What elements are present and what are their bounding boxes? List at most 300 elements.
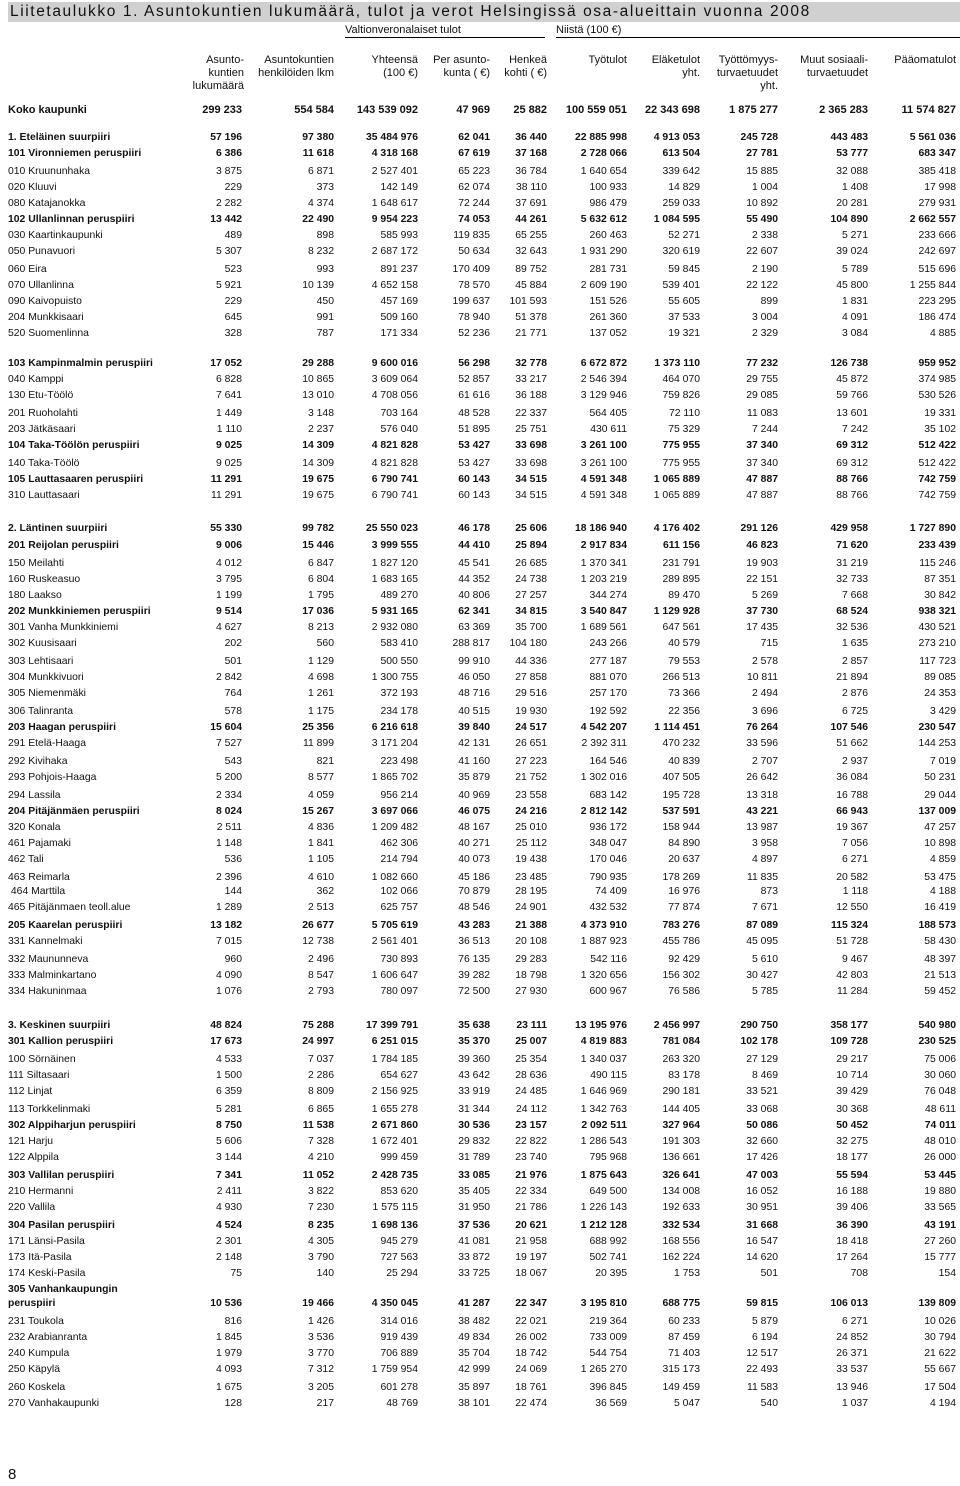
cell-col-9: 1 408 (841, 182, 868, 193)
cell-col-10: 35 102 (924, 424, 956, 435)
row-label: peruspiiri (8, 1298, 56, 1309)
cell-col-1: 75 (230, 1268, 242, 1279)
cell-col-6: 164 546 (589, 756, 627, 767)
cell-col-1: 2 411 (216, 1186, 242, 1197)
table-row (8, 804, 960, 820)
table-row (8, 852, 960, 868)
cell-col-9: 19 367 (836, 822, 868, 833)
cell-col-9: 39 406 (836, 1202, 868, 1213)
cell-col-4: 31 789 (458, 1152, 490, 1163)
cell-col-4: 47 969 (456, 104, 490, 116)
cell-col-5: 37 691 (515, 198, 547, 209)
cell-col-10: 89 085 (924, 672, 956, 683)
cell-col-5: 36 440 (515, 132, 547, 143)
cell-col-5: 22 337 (515, 408, 547, 419)
table-row (8, 326, 960, 342)
cell-col-3: 1 209 482 (371, 822, 418, 833)
cell-col-4: 40 271 (458, 838, 490, 849)
cell-col-2: 99 782 (302, 523, 334, 534)
cell-col-7: 263 320 (662, 1054, 700, 1065)
cell-col-8: 1 004 (751, 182, 778, 193)
cell-col-1: 11 291 (210, 490, 242, 501)
cell-col-7: 1 114 451 (654, 722, 700, 733)
cell-col-3: 2 527 401 (371, 166, 418, 177)
cell-col-4: 49 834 (458, 1332, 490, 1343)
cell-col-9: 9 467 (841, 954, 868, 965)
cell-col-6: 542 116 (590, 954, 627, 965)
cell-col-8: 8 469 (751, 1070, 778, 1081)
cell-col-7: 320 619 (662, 246, 700, 257)
cell-col-3: 956 214 (380, 790, 418, 801)
cell-col-7: 332 534 (662, 1220, 700, 1231)
table-row (8, 654, 960, 670)
cell-col-10: 1 727 890 (909, 523, 956, 534)
row-label: 250 Käpylä (8, 1364, 60, 1375)
cell-col-2: 12 738 (302, 936, 334, 947)
cell-col-8: 26 642 (746, 772, 778, 783)
table-row (8, 636, 960, 652)
cell-col-8: 77 232 (746, 358, 778, 369)
cell-col-10: 242 697 (918, 246, 956, 257)
cell-col-1: 13 182 (210, 920, 242, 931)
cell-col-5: 25 112 (515, 838, 547, 849)
cell-col-2: 898 (316, 230, 334, 241)
cell-col-3: 780 097 (380, 986, 418, 997)
cell-col-8: 47 003 (746, 1170, 778, 1181)
cell-col-1: 5 200 (215, 772, 242, 783)
cell-col-8: 47 887 (746, 474, 778, 485)
cell-col-7: 136 661 (662, 1152, 700, 1163)
cell-col-8: 29 755 (746, 374, 778, 385)
table-row (8, 102, 960, 118)
cell-col-7: 613 504 (662, 148, 700, 159)
cell-col-4: 46 178 (458, 523, 490, 534)
cell-col-4: 33 872 (458, 1252, 490, 1263)
cell-col-10: 16 419 (924, 902, 956, 913)
table-row (8, 556, 960, 572)
cell-col-2: 8 577 (307, 772, 334, 783)
cell-col-5: 32 643 (515, 246, 547, 257)
cell-col-4: 36 513 (458, 936, 490, 947)
cell-col-10: 540 980 (918, 1020, 956, 1031)
cell-col-4: 62 041 (458, 132, 490, 143)
cell-col-7: 1 373 110 (654, 358, 700, 369)
cell-col-9: 107 546 (830, 722, 868, 733)
cell-col-10: 512 422 (918, 440, 956, 451)
cell-col-9: 42 803 (836, 970, 868, 981)
cell-col-2: 19 675 (302, 490, 334, 501)
cell-col-3: 703 164 (380, 408, 418, 419)
table-row (8, 820, 960, 836)
cell-col-7: 14 829 (668, 182, 700, 193)
cell-col-2: 26 677 (302, 920, 334, 931)
cell-col-7: 783 276 (662, 920, 700, 931)
cell-col-6: 2 546 394 (580, 374, 627, 385)
cell-col-10: 2 662 557 (909, 214, 956, 225)
cell-col-9: 708 (850, 1268, 868, 1279)
cell-col-10: 233 666 (918, 230, 956, 241)
cell-col-3: 3 171 204 (371, 738, 418, 749)
table-row (8, 1168, 960, 1184)
row-label: 260 Koskela (8, 1382, 66, 1393)
cell-col-10: 3 429 (929, 706, 956, 717)
cell-col-6: 502 741 (589, 1252, 627, 1263)
cell-col-9: 39 024 (836, 246, 868, 257)
cell-col-4: 38 101 (458, 1398, 490, 1409)
cell-col-10: 53 445 (924, 1170, 956, 1181)
cell-col-10: 512 422 (918, 458, 956, 469)
cell-col-3: 654 627 (380, 1070, 418, 1081)
cell-col-6: 100 933 (589, 182, 627, 193)
cell-col-7: 775 955 (662, 458, 700, 469)
cell-col-2: 19 675 (302, 474, 334, 485)
cell-col-9: 5 789 (841, 264, 868, 275)
table-row (8, 754, 960, 770)
row-label: 306 Talinranta (8, 706, 74, 717)
cell-col-1: 2 148 (215, 1252, 242, 1263)
cell-col-3: 48 769 (386, 1398, 418, 1409)
cell-col-5: 22 021 (515, 1316, 547, 1327)
cell-col-5: 104 180 (509, 638, 547, 649)
cell-col-1: 1 449 (215, 408, 242, 419)
row-label: 462 Tali (8, 854, 44, 865)
cell-col-2: 7 037 (307, 1054, 334, 1065)
cell-col-2: 8 547 (307, 970, 334, 981)
cell-col-6: 430 611 (590, 424, 627, 435)
cell-col-1: 55 330 (210, 523, 242, 534)
cell-col-8: 11 583 (746, 1382, 778, 1393)
cell-col-6: 243 266 (589, 638, 627, 649)
cell-col-4: 37 536 (458, 1220, 490, 1231)
cell-col-4: 35 897 (458, 1382, 490, 1393)
cell-col-9: 50 452 (836, 1120, 868, 1131)
cell-col-7: 259 033 (662, 198, 700, 209)
cell-col-10: 21 513 (924, 970, 956, 981)
cell-col-5: 32 778 (515, 358, 547, 369)
cell-col-1: 4 524 (215, 1220, 242, 1231)
cell-col-3: 1 648 617 (371, 198, 418, 209)
cell-col-7: 470 232 (662, 738, 700, 749)
cell-col-4: 41 287 (458, 1298, 490, 1309)
cell-col-4: 40 515 (458, 706, 490, 717)
cell-col-2: 15 267 (302, 806, 334, 817)
cell-col-2: 17 036 (302, 606, 334, 617)
cell-col-8: 3 004 (751, 312, 778, 323)
table-row (8, 670, 960, 686)
row-label: 050 Punavuori (8, 246, 76, 257)
cell-col-7: 1 753 (673, 1268, 700, 1279)
cell-col-1: 645 (224, 312, 242, 323)
cell-col-1: 5 921 (215, 280, 242, 291)
cell-col-6: 490 115 (590, 1070, 627, 1081)
cell-col-8: 87 089 (746, 920, 778, 931)
cell-col-3: 214 794 (380, 854, 418, 865)
cell-col-5: 24 485 (515, 1086, 547, 1097)
cell-col-3: 462 306 (380, 838, 418, 849)
cell-col-7: 1 129 928 (653, 606, 700, 617)
cell-col-4: 46 075 (458, 806, 490, 817)
cell-col-5: 23 558 (515, 790, 547, 801)
table-row (8, 1200, 960, 1216)
cell-col-4: 40 806 (458, 590, 490, 601)
cell-col-2: 1 426 (307, 1316, 334, 1327)
cell-col-9: 13 946 (836, 1382, 868, 1393)
cell-col-10: 115 246 (919, 558, 956, 569)
cell-col-2: 217 (316, 1398, 334, 1409)
table-row (8, 984, 960, 1000)
cell-col-4: 99 910 (458, 656, 490, 667)
row-label: 305 Vanhankaupungin (8, 1284, 118, 1295)
cell-col-6: 1 887 923 (580, 936, 627, 947)
cell-col-2: 4 610 (307, 872, 334, 883)
cell-col-7: 168 556 (662, 1236, 700, 1247)
row-label: 203 Haagan peruspiiri (8, 722, 116, 733)
cell-col-6: 261 360 (589, 312, 627, 323)
cell-col-7: 1 065 889 (653, 474, 700, 485)
cell-col-2: 787 (316, 328, 334, 339)
cell-col-9: 36 084 (836, 772, 868, 783)
cell-col-8: 2 190 (751, 264, 778, 275)
cell-col-9: 429 958 (830, 523, 868, 534)
cell-col-9: 51 662 (836, 738, 868, 749)
cell-col-9: 31 219 (836, 558, 868, 569)
cell-col-10: 938 321 (918, 606, 956, 617)
cell-col-5: 25 007 (515, 1036, 547, 1047)
cell-col-3: 5 931 165 (371, 606, 418, 617)
cell-col-6: 36 569 (595, 1398, 627, 1409)
cell-col-10: 4 194 (929, 1398, 956, 1409)
cell-col-8: 2 338 (751, 230, 778, 241)
row-label: 1. Eteläinen suurpiiri (8, 132, 111, 143)
cell-col-10: 230 547 (918, 722, 956, 733)
row-label: 122 Alppila (8, 1152, 59, 1163)
cell-col-8: 12 517 (746, 1348, 778, 1359)
cell-col-10: 230 525 (918, 1036, 956, 1047)
cell-col-7: 158 944 (662, 822, 700, 833)
cell-col-2: 11 618 (302, 148, 334, 159)
cell-col-10: 30 842 (924, 590, 956, 601)
cell-col-6: 3 195 810 (580, 1298, 627, 1309)
row-label: 104 Taka-Töölön peruspiiri (8, 440, 140, 451)
cell-col-6: 277 187 (589, 656, 627, 667)
cell-col-6: 1 340 037 (580, 1054, 627, 1065)
cell-col-5: 44 336 (515, 656, 547, 667)
cell-col-8: 46 823 (746, 540, 778, 551)
table-row (8, 968, 960, 984)
cell-col-7: 339 642 (662, 166, 700, 177)
cell-col-2: 2 496 (307, 954, 334, 965)
row-label: 130 Etu-Töölö (8, 390, 74, 401)
cell-col-9: 88 766 (836, 490, 868, 501)
cell-col-4: 50 634 (458, 246, 490, 257)
cell-col-5: 19 438 (515, 854, 547, 865)
cell-col-3: 2 932 080 (371, 622, 418, 633)
cell-col-6: 688 992 (589, 1236, 627, 1247)
cell-col-6: 649 500 (589, 1186, 627, 1197)
cell-col-5: 27 930 (515, 986, 547, 997)
page-title: Liitetaulukko 1. Asuntokuntien lukumäärä, tulot ja verot Helsingissä osa-alueittain vuonna 2008 (8, 2, 960, 22)
cell-col-2: 11 052 (302, 1170, 334, 1181)
cell-col-10: 53 475 (924, 872, 956, 883)
cell-col-9: 33 537 (836, 1364, 868, 1375)
cell-col-2: 991 (316, 312, 334, 323)
cell-col-6: 2 392 311 (581, 738, 627, 749)
band-niista: Niistä (100 €) (556, 24, 960, 38)
cell-col-6: 2 917 834 (580, 540, 627, 551)
cell-col-3: 142 149 (380, 182, 418, 193)
row-label: 040 Kamppi (8, 374, 64, 385)
row-label: 090 Kaivopuisto (8, 296, 82, 307)
cell-col-3: 489 270 (380, 590, 418, 601)
cell-col-1: 9 025 (215, 440, 242, 451)
row-label: 112 Linjat (8, 1086, 53, 1097)
cell-col-4: 33 919 (458, 1086, 490, 1097)
cell-col-3: 9 600 016 (371, 358, 418, 369)
cell-col-9: 59 766 (836, 390, 868, 401)
cell-col-1: 5 606 (215, 1136, 242, 1147)
cell-col-5: 36 784 (515, 166, 547, 177)
cell-col-7: 315 173 (662, 1364, 700, 1375)
cell-col-5: 21 786 (515, 1202, 547, 1213)
row-label: 310 Lauttasaari (8, 490, 80, 501)
cell-col-9: 2 937 (841, 756, 868, 767)
cell-col-8: 5 610 (751, 954, 778, 965)
cell-col-5: 65 255 (515, 230, 547, 241)
cell-col-1: 2 282 (215, 198, 242, 209)
cell-col-2: 7 328 (307, 1136, 334, 1147)
cell-col-7: 22 343 698 (644, 104, 700, 116)
cell-col-9: 66 943 (836, 806, 868, 817)
cell-col-6: 348 047 (589, 838, 627, 849)
cell-col-9: 51 728 (836, 936, 868, 947)
cell-col-9: 443 483 (830, 132, 868, 143)
cell-col-10: 33 565 (924, 1202, 956, 1213)
table-row (8, 1084, 960, 1100)
cell-col-9: 18 177 (836, 1152, 868, 1163)
table-row (8, 146, 960, 162)
cell-col-6: 281 731 (589, 264, 627, 275)
cell-col-3: 3 697 066 (371, 806, 418, 817)
cell-col-6: 795 968 (589, 1152, 627, 1163)
cell-col-5: 35 700 (515, 622, 547, 633)
cell-col-3: 4 652 158 (371, 280, 418, 291)
row-label: 303 Vallilan peruspiiri (8, 1170, 115, 1181)
table-row (8, 836, 960, 852)
cell-col-10: 30 794 (924, 1332, 956, 1343)
cell-col-3: 6 251 015 (371, 1036, 418, 1047)
cell-col-10: 74 011 (924, 1120, 956, 1131)
cell-col-5: 22 334 (515, 1186, 547, 1197)
cell-col-7: 289 895 (662, 574, 700, 585)
cell-col-4: 41 160 (458, 756, 490, 767)
cell-col-9: 2 365 283 (819, 104, 868, 116)
cell-col-3: 234 178 (380, 706, 418, 717)
cell-col-6: 790 935 (589, 872, 627, 883)
row-label: 461 Pajamaki (8, 838, 71, 849)
table-row (8, 278, 960, 294)
row-label: 204 Munkkisaari (8, 312, 84, 323)
cell-col-9: 4 091 (841, 312, 868, 323)
cell-col-5: 33 698 (515, 440, 547, 451)
cell-col-8: 15 885 (746, 166, 778, 177)
cell-col-6: 170 046 (589, 854, 627, 865)
cell-col-5: 29 516 (515, 688, 547, 699)
row-label: 205 Kaarelan peruspiiri (8, 920, 123, 931)
cell-col-3: 4 318 168 (371, 148, 418, 159)
cell-col-7: 19 321 (668, 328, 700, 339)
cell-col-4: 63 369 (458, 622, 490, 633)
cell-col-8: 10 892 (746, 198, 778, 209)
row-label: 030 Kaartinkaupunki (8, 230, 103, 241)
table-row (8, 620, 960, 636)
table-row (8, 1134, 960, 1150)
cell-col-7: 40 579 (668, 638, 700, 649)
table-row (8, 228, 960, 244)
cell-col-1: 1 500 (215, 1070, 242, 1081)
cell-col-8: 5 269 (751, 590, 778, 601)
cell-col-2: 97 380 (302, 132, 334, 143)
cell-col-4: 30 536 (458, 1120, 490, 1131)
table-row (8, 934, 960, 950)
cell-col-6: 1 640 654 (580, 166, 627, 177)
cell-col-10: 17 998 (924, 182, 956, 193)
cell-col-7: 83 178 (668, 1070, 700, 1081)
cell-col-3: 585 993 (380, 230, 418, 241)
cell-col-8: 501 (760, 1268, 778, 1279)
cell-col-6: 1 875 643 (580, 1170, 627, 1181)
cell-col-10: 742 759 (918, 490, 956, 501)
cell-col-4: 40 073 (458, 854, 490, 865)
cell-col-4: 78 940 (458, 312, 490, 323)
cell-col-10: 30 060 (924, 1070, 956, 1081)
cell-col-5: 51 378 (515, 312, 547, 323)
cell-col-5: 37 168 (515, 148, 547, 159)
cell-col-3: 1 082 660 (371, 872, 418, 883)
cell-col-2: 4 210 (307, 1152, 334, 1163)
cell-col-3: 457 169 (380, 296, 418, 307)
cell-col-7: 55 605 (668, 296, 700, 307)
cell-col-8: 245 728 (740, 132, 778, 143)
cell-col-5: 19 197 (515, 1252, 547, 1263)
cell-col-9: 1 635 (841, 638, 868, 649)
cell-col-4: 72 244 (458, 198, 490, 209)
cell-col-5: 23 111 (516, 1020, 547, 1031)
cell-col-2: 1 841 (307, 838, 334, 849)
table-row (8, 1250, 960, 1266)
cell-col-3: 1 606 647 (371, 970, 418, 981)
cell-col-6: 544 754 (589, 1348, 627, 1359)
cell-col-4: 44 352 (458, 574, 490, 585)
cell-col-3: 35 484 976 (365, 132, 418, 143)
table-row (8, 262, 960, 278)
cell-col-4: 53 427 (458, 458, 490, 469)
cell-col-8: 3 958 (751, 838, 778, 849)
cell-col-7: 134 008 (662, 1186, 700, 1197)
cell-col-6: 3 540 847 (580, 606, 627, 617)
cell-col-7: 20 637 (668, 854, 700, 865)
cell-col-3: 2 156 925 (371, 1086, 418, 1097)
cell-col-9: 2 876 (841, 688, 868, 699)
cell-col-8: 27 129 (746, 1054, 778, 1065)
cell-col-1: 7 015 (215, 936, 242, 947)
cell-col-2: 2 793 (307, 986, 334, 997)
cell-col-2: 6 847 (307, 558, 334, 569)
cell-col-3: 601 278 (380, 1382, 418, 1393)
column-header-3: Yhteensä (100 €) (371, 54, 418, 79)
row-label: 3. Keskinen suurpiiri (8, 1020, 111, 1031)
cell-col-2: 8 235 (307, 1220, 334, 1231)
cell-col-4: 48 546 (458, 902, 490, 913)
